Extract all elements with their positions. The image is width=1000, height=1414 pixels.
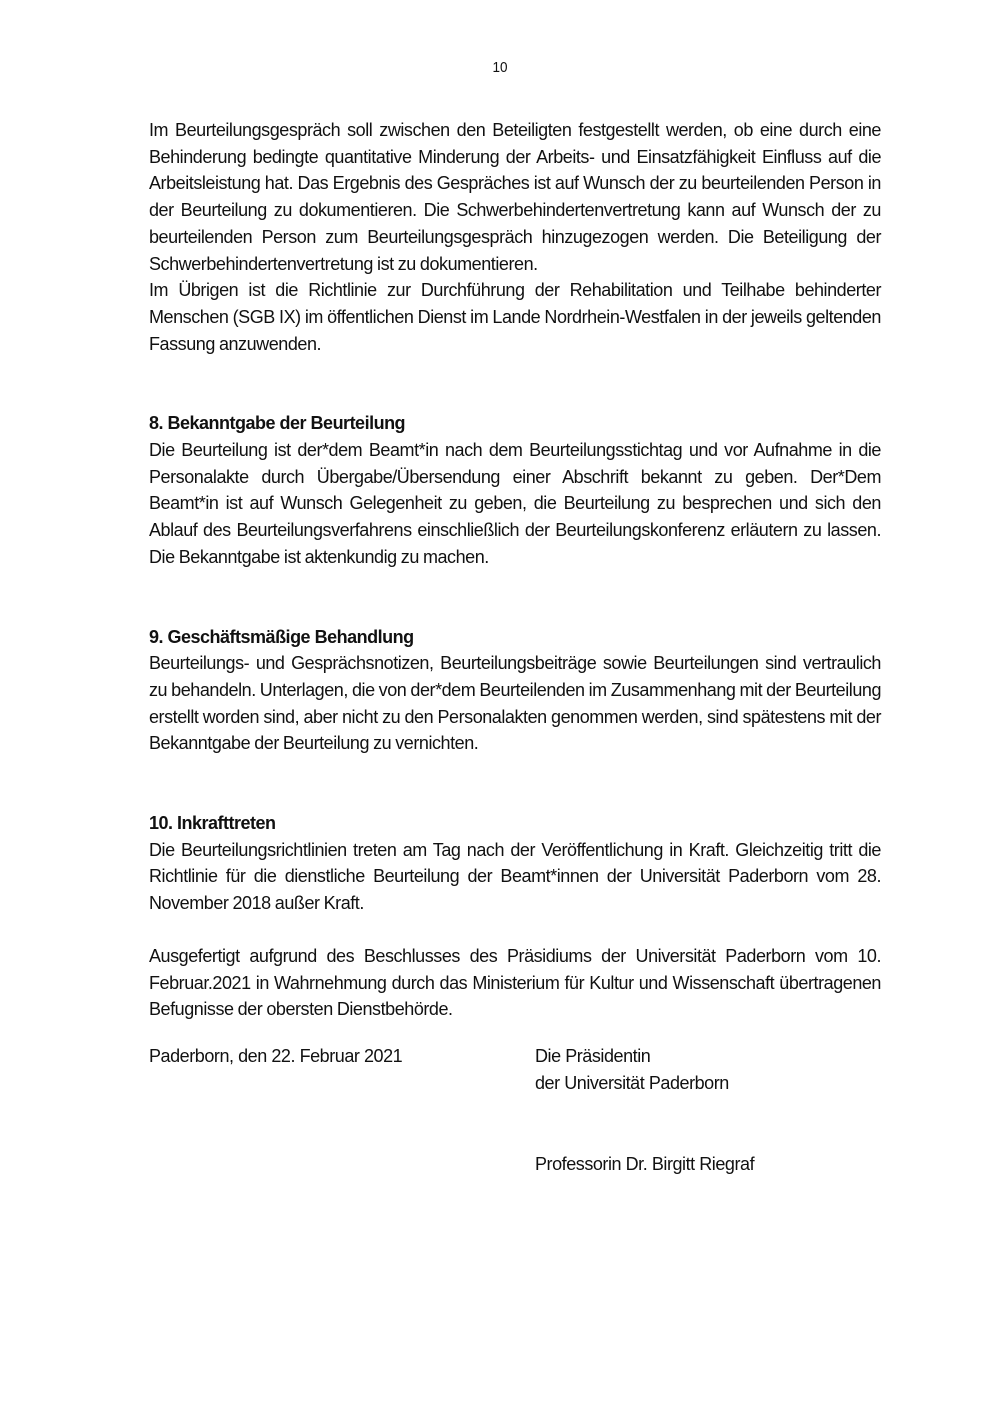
role-line-1: Die Präsidentin xyxy=(535,1046,651,1066)
spacer xyxy=(149,917,881,943)
section-8 xyxy=(149,410,881,570)
section-9-heading: 9. Geschäftsmäßige Behandlung xyxy=(149,626,414,647)
intro-paragraph-1: Im Beurteilungsgespräch soll zwischen den Beteiligten festgestellt werden, ob eine durch eine Behinderung bedingte quantitative Minderung der Arbeits- und Einsatzfähigkeit Einfluss auf die Arbeitsleistung hat. Das Ergebnis des Gespräches ist auf Wunsch der zu beurteilenden Person in der Beurteilung zu dokumentieren. Die Schwerbehindertenvertretung kann auf Wunsch der zu beurteilenden Person zum Beurteilungsgespräch hinzugezogen werden. Die Beteiligung der Schwerbehindertenvertretung ist zu dokumentieren. xyxy=(149,120,881,274)
section-10-text: Die Beurteilungsrichtlinien treten am Tag nach der Veröffentlichung in Kraft. Gleichzeitig tritt die Richtlinie für die dienstliche Beurteilung der Beamt*innen der Universität Paderborn vom 28. November 2018 außer Kraft. xyxy=(149,839,881,914)
signatory-role xyxy=(535,1043,875,1097)
place-date: Paderborn, den 22. Februar 2021 xyxy=(149,1046,403,1066)
section-10-heading: 10. Inkrafttreten xyxy=(149,813,276,834)
section-8-heading: 8. Bekanntgabe der Beurteilung xyxy=(149,413,406,434)
role-line-2: der Universität Paderborn xyxy=(535,1073,729,1093)
section-8-text: Die Beurteilung ist der*dem Beamt*in nach dem Beurteilungsstichtag und vor Aufnahme in die Personalakte durch Übergabe/Übersendung einer Abschrift bekannt zu geben. Der*Dem Beamt*in ist auf Wunsch Gelegenheit zu geben, die Beurteilung zu besprechen und sich den Ablauf des Beurteilungsverfahrens einschließlich der Beurteilungskonferenz erläutern zu lassen. Die Bekanntgabe ist aktenkundig zu machen. xyxy=(149,440,881,567)
spacer xyxy=(149,357,881,410)
document-body xyxy=(149,117,881,1023)
section-9 xyxy=(149,624,881,758)
spacer xyxy=(149,571,881,624)
page-number: 10 xyxy=(492,59,508,76)
section-10 xyxy=(149,810,881,917)
spacer xyxy=(149,757,881,810)
closing-paragraph: Ausgefertigt aufgrund des Beschlusses des Präsidiums der Universität Paderborn vom 10. Februar.2021 in Wahrnehmung durch das Ministerium für Kultur und Wissenschaft übertragenen Befugnisse der obersten Dienstbehörde. xyxy=(149,945,881,1020)
intro-paragraph-2: Im Übrigen ist die Richtlinie zur Durchführung der Rehabilitation und Teilhabe behinderter Menschen (SGB IX) im öffentlichen Dienst im Lande Nordrhein-Westfalen in der jeweils geltenden Fassung anzuwenden. xyxy=(149,280,881,354)
section-9-text: Beurteilungs- und Gesprächsnotizen, Beurteilungsbeiträge sowie Beurteilungen sind vertraulich zu behandeln. Unterlagen, die von der*dem Beurteilenden im Zusammenhang mit der Beurteilung erstellt worden sind, aber nicht zu den Personalakten genommen werden, sind spätestens mit der Bekanntgabe der Beurteilung zu vernichten. xyxy=(149,653,882,754)
signatory-name: Professorin Dr. Birgitt Riegraf xyxy=(535,1154,755,1174)
